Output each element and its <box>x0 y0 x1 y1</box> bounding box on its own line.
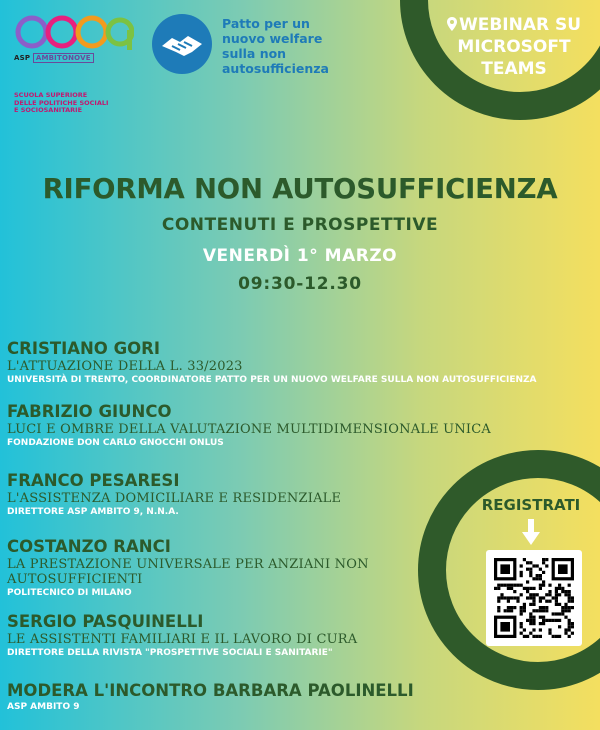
qr-module <box>545 600 548 603</box>
qr-module <box>529 596 532 599</box>
qr-module <box>568 619 571 622</box>
qr-module <box>552 596 555 599</box>
qr-module <box>542 558 545 561</box>
speaker-affiliation: DIRETTORE ASP AMBITO 9, N.N.A. <box>7 507 179 517</box>
qr-module <box>545 609 548 612</box>
qr-module <box>513 584 516 587</box>
moderator-affiliation: ASP AMBITO 9 <box>7 702 80 712</box>
handshake-icon <box>150 12 214 76</box>
speaker-giunco <box>7 402 567 449</box>
qr-module <box>539 584 542 587</box>
qr-module <box>510 606 513 609</box>
speaker-affiliation: UNIVERSITÀ DI TRENTO, COORDINATORE PATTO PER UN NUOVO WELFARE SULLA NON AUTOSUFFICIENZA <box>7 375 537 385</box>
speaker-talk: L'ASSISTENZA DOMICILIARE E RESIDENZIALE <box>7 491 342 506</box>
qr-module <box>539 622 542 625</box>
qr-module <box>510 596 513 599</box>
qr-module <box>558 584 561 587</box>
qr-module <box>520 632 523 635</box>
qr-module <box>555 590 558 593</box>
qr-module <box>497 584 500 587</box>
qr-module <box>520 564 523 567</box>
qr-module <box>555 600 558 603</box>
qr-module <box>536 635 539 638</box>
qr-module <box>516 584 519 587</box>
qr-module <box>545 564 548 567</box>
qr-module <box>520 612 523 615</box>
qr-module <box>555 593 558 596</box>
qr-module <box>542 616 545 619</box>
qr-module <box>520 571 523 574</box>
qr-module <box>523 609 526 612</box>
qr-module <box>539 635 542 638</box>
qr-module <box>548 593 551 596</box>
qr-module <box>555 596 558 599</box>
qr-module <box>497 600 500 603</box>
qr-module <box>497 596 500 599</box>
qr-module <box>542 596 545 599</box>
qr-module <box>520 625 523 628</box>
qr-module <box>497 587 500 590</box>
qr-code-pattern <box>494 558 574 638</box>
asp-brand-line: ASP AMBITONOVE <box>14 54 144 62</box>
qr-module <box>564 616 567 619</box>
qr-module <box>539 574 542 577</box>
qr-module <box>568 622 571 625</box>
qr-module <box>542 619 545 622</box>
qr-module <box>542 584 545 587</box>
qr-module <box>542 571 545 574</box>
speaker-name: FABRIZIO GIUNCO <box>7 402 172 421</box>
qr-module <box>564 628 567 631</box>
qr-module <box>561 606 564 609</box>
asp-ambitonove-logo <box>14 14 144 114</box>
qr-module <box>532 593 535 596</box>
qr-module <box>539 587 542 590</box>
qr-module <box>526 619 529 622</box>
qr-module <box>504 596 507 599</box>
qr-module <box>558 612 561 615</box>
qr-module <box>558 619 561 622</box>
qr-module <box>548 600 551 603</box>
qr-module <box>523 628 526 631</box>
qr-module <box>526 561 529 564</box>
qr-module <box>564 632 567 635</box>
qr-module <box>500 593 503 596</box>
arrow-down-icon <box>522 519 540 545</box>
qr-module <box>529 593 532 596</box>
asp-logo-mark <box>14 14 134 54</box>
qr-module <box>526 587 529 590</box>
event-time: 09:30-12.30 <box>238 274 362 294</box>
qr-module <box>548 619 551 622</box>
webinar-info: WEBINAR SU MICROSOFT TEAMS <box>430 14 598 80</box>
qr-module <box>516 596 519 599</box>
qr-module <box>561 612 564 615</box>
qr-module <box>532 587 535 590</box>
qr-module <box>520 606 523 609</box>
qr-module <box>564 606 567 609</box>
speaker-talk: L'ATTUAZIONE DELLA L. 33/2023 <box>7 359 243 374</box>
qr-module <box>504 584 507 587</box>
qr-module <box>510 587 513 590</box>
qr-module <box>529 587 532 590</box>
qr-finder <box>494 616 516 638</box>
qr-module <box>539 568 542 571</box>
qr-module <box>545 619 548 622</box>
qr-module <box>513 590 516 593</box>
qr-module <box>536 574 539 577</box>
qr-module <box>558 603 561 606</box>
qr-module <box>507 606 510 609</box>
speaker-name: SERGIO PASQUINELLI <box>7 612 204 631</box>
register-label: REGISTRATI <box>481 496 581 514</box>
qr-module <box>526 635 529 638</box>
patto-logo-text: Patto per un nuovo welfare sulla non autosufficienza <box>222 16 329 76</box>
qr-module <box>529 568 532 571</box>
qr-module <box>561 590 564 593</box>
qr-module <box>571 606 574 609</box>
qr-module <box>510 609 513 612</box>
qr-module <box>532 600 535 603</box>
qr-module <box>529 616 532 619</box>
qr-module <box>504 609 507 612</box>
qr-module <box>532 564 535 567</box>
qr-module <box>532 622 535 625</box>
qr-module <box>545 558 548 561</box>
qr-module <box>513 596 516 599</box>
qr-finder <box>494 558 516 580</box>
qr-module <box>545 593 548 596</box>
qr-module <box>532 577 535 580</box>
qr-module <box>548 628 551 631</box>
qr-module <box>539 606 542 609</box>
qr-module <box>542 561 545 564</box>
qr-module <box>526 568 529 571</box>
location-pin-icon <box>447 17 457 31</box>
qr-module <box>523 606 526 609</box>
qr-module <box>529 619 532 622</box>
qr-module <box>564 603 567 606</box>
qr-module <box>568 584 571 587</box>
qr-module <box>568 635 571 638</box>
event-title: RIFORMA NON AUTOSUFFICIENZA <box>42 173 558 205</box>
speaker-talk: LE ASSISTENTI FAMILIARI E IL LAVORO DI CURA <box>7 632 358 647</box>
qr-module <box>555 587 558 590</box>
speaker-name: COSTANZO RANCI <box>7 537 171 556</box>
qr-module <box>532 616 535 619</box>
qr-module <box>548 632 551 635</box>
qr-module <box>529 561 532 564</box>
qr-module <box>532 635 535 638</box>
qr-module <box>568 600 571 603</box>
qr-module <box>571 632 574 635</box>
qr-module <box>526 596 529 599</box>
qr-module <box>520 574 523 577</box>
qr-module <box>558 587 561 590</box>
qr-module <box>555 619 558 622</box>
qr-module <box>552 635 555 638</box>
qr-module <box>529 603 532 606</box>
qr-module <box>497 606 500 609</box>
qr-module <box>558 593 561 596</box>
qr-module <box>507 596 510 599</box>
qr-module <box>548 584 551 587</box>
patto-welfare-logo <box>150 12 350 82</box>
qr-module <box>548 590 551 593</box>
event-subtitle: CONTENUTI E PROSPETTIVE <box>161 215 439 235</box>
speaker-affiliation: POLITECNICO DI MILANO <box>7 588 132 598</box>
qr-module <box>568 625 571 628</box>
qr-module <box>507 584 510 587</box>
qr-module <box>539 628 542 631</box>
qr-module <box>523 587 526 590</box>
qr-module <box>507 587 510 590</box>
qr-module <box>571 600 574 603</box>
qr-module <box>568 590 571 593</box>
qr-module <box>532 628 535 631</box>
qr-module <box>532 596 535 599</box>
qr-module <box>568 593 571 596</box>
qr-module <box>529 571 532 574</box>
qr-module <box>500 596 503 599</box>
qr-module <box>561 609 564 612</box>
qr-module <box>555 603 558 606</box>
speaker-affiliation: DIRETTORE DELLA RIVISTA "PROSPETTIVE SOCIALI E SANITARIE" <box>7 648 333 658</box>
qr-module <box>529 574 532 577</box>
moderator-name: MODERA L'INCONTRO BARBARA PAOLINELLI <box>7 681 414 700</box>
qr-module <box>539 609 542 612</box>
qr-module <box>571 625 574 628</box>
qr-module <box>568 609 571 612</box>
qr-module <box>558 625 561 628</box>
qr-module <box>520 584 523 587</box>
qr-module <box>545 606 548 609</box>
speaker-talk: LUCI E OMBRE DELLA VALUTAZIONE MULTIDIMENSIONALE UNICA <box>7 422 491 437</box>
qr-module <box>552 619 555 622</box>
qr-module <box>516 600 519 603</box>
qr-module <box>529 612 532 615</box>
qr-module <box>500 584 503 587</box>
qr-module <box>542 606 545 609</box>
speaker-name: CRISTIANO GORI <box>7 339 160 358</box>
qr-module <box>564 609 567 612</box>
qr-code[interactable] <box>486 550 582 646</box>
qr-module <box>520 622 523 625</box>
speaker-talk-continued: AUTOSUFFICIENTI <box>7 572 143 587</box>
qr-module <box>520 593 523 596</box>
qr-module <box>571 622 574 625</box>
event-date: VENERDÌ 1° MARZO <box>202 246 398 266</box>
moderator <box>7 681 567 713</box>
qr-module <box>529 622 532 625</box>
qr-module <box>497 609 500 612</box>
qr-module <box>526 580 529 583</box>
asp-subtitle: SCUOLA SUPERIORE DELLE POLITICHE SOCIALI E SOCIOSANITARIE <box>14 91 109 114</box>
speaker-name: FRANCO PESARESI <box>7 471 180 490</box>
qr-module <box>555 612 558 615</box>
qr-module <box>529 632 532 635</box>
qr-module <box>542 609 545 612</box>
qr-module <box>561 587 564 590</box>
qr-module <box>539 596 542 599</box>
qr-module <box>494 587 497 590</box>
speaker-gori <box>7 339 567 386</box>
qr-module <box>536 609 539 612</box>
qr-module <box>542 580 545 583</box>
qr-module <box>532 603 535 606</box>
qr-module <box>532 619 535 622</box>
qr-module <box>568 606 571 609</box>
qr-module <box>523 603 526 606</box>
qr-module <box>568 628 571 631</box>
speaker-talk: LA PRESTAZIONE UNIVERSALE PER ANZIANI NON <box>7 557 369 572</box>
qr-module <box>536 593 539 596</box>
qr-module <box>520 609 523 612</box>
qr-module <box>539 616 542 619</box>
qr-module <box>539 600 542 603</box>
qr-module <box>507 609 510 612</box>
qr-module <box>571 596 574 599</box>
qr-module <box>513 606 516 609</box>
speaker-affiliation: FONDAZIONE DON CARLO GNOCCHI ONLUS <box>7 438 224 448</box>
qr-module <box>564 590 567 593</box>
qr-module <box>568 596 571 599</box>
qr-module <box>510 584 513 587</box>
qr-module <box>555 635 558 638</box>
qr-module <box>564 593 567 596</box>
qr-module <box>526 590 529 593</box>
qr-module <box>542 622 545 625</box>
qr-module <box>523 635 526 638</box>
qr-module <box>532 609 535 612</box>
qr-module <box>523 558 526 561</box>
qr-module <box>558 635 561 638</box>
qr-module <box>507 600 510 603</box>
qr-module <box>552 612 555 615</box>
qr-module <box>539 577 542 580</box>
qr-module <box>536 577 539 580</box>
qr-finder <box>552 558 574 580</box>
qr-module <box>536 564 539 567</box>
